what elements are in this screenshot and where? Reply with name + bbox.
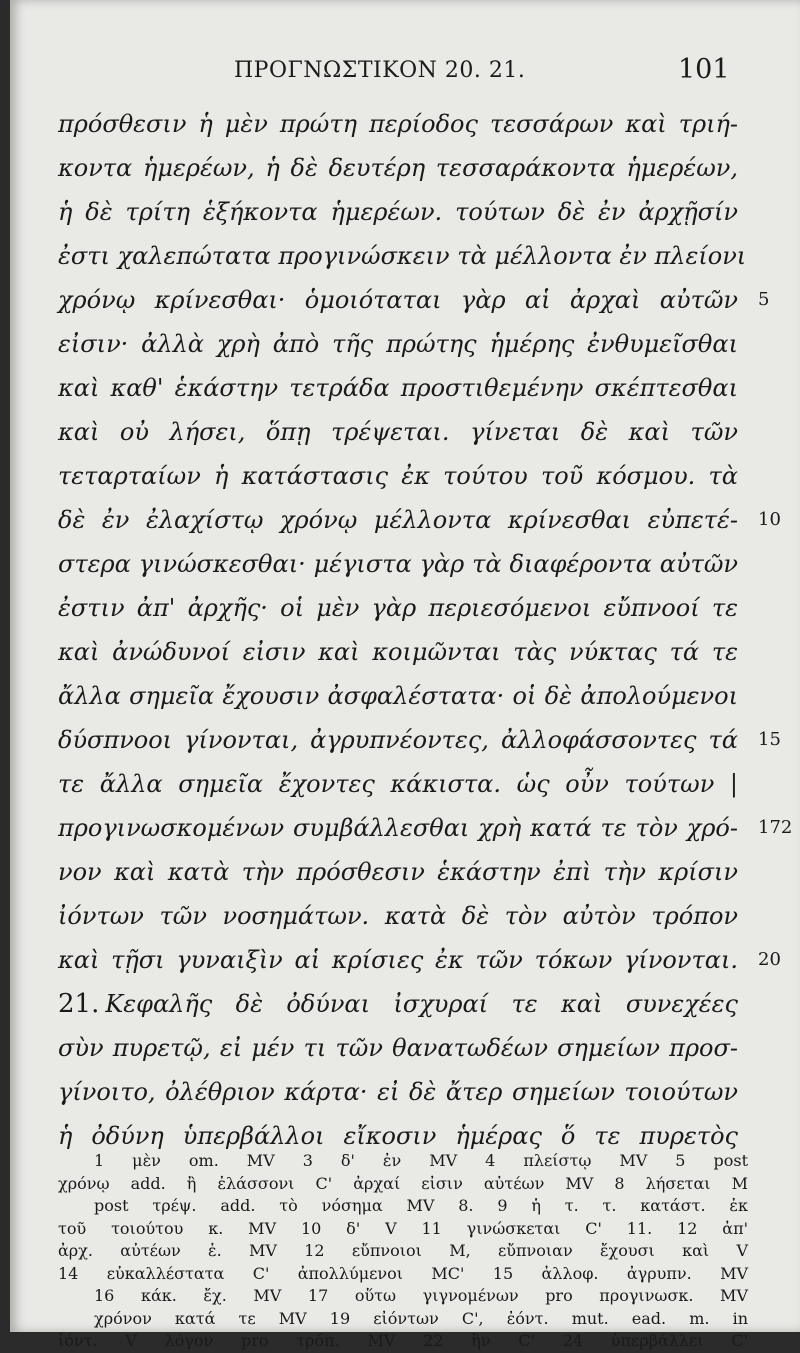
line-text: τεταρταίων ἡ κατάστασις ἐκ τούτου τοῦ κόσμου. τὰ <box>58 462 738 490</box>
text-line <box>58 454 738 498</box>
line-number: 172 <box>758 817 793 838</box>
line-text: εἰσιν· ἀλλὰ χρὴ ἀπὸ τῆς πρώτης ἡμέρης ἐνθυμεῖσθαι <box>58 330 738 358</box>
line-text: ἡ ὀδύνη ὑπερβάλλοι εἴκοσιν ἡμέρας ὅ τε πυρετὸς <box>58 1122 738 1150</box>
text-line <box>58 630 738 674</box>
text-line <box>58 190 738 234</box>
text-line <box>58 850 738 894</box>
text-line <box>58 366 738 410</box>
text-line <box>58 234 747 278</box>
text-line <box>58 542 738 586</box>
line-number: 5 <box>758 289 770 310</box>
running-title: ΠΡΟΓΝΩΣΤΙΚΟΝ 20. 21. <box>234 58 526 83</box>
text-line <box>58 718 781 762</box>
line-text: ἡ δὲ τρίτη ἑξήκοντα ἡμερέων. τούτων δὲ ἐν ἀρχῇσίν <box>58 198 738 226</box>
text-line <box>58 586 738 630</box>
line-text: πρόσθεσιν ἡ μὲν πρώτη περίοδος τεσσάρων καὶ τριή- <box>58 110 738 138</box>
apparatus-line: post τρέψ. add. τὸ νόσημα MV 8. 9 ἡ τ. τ. κατάστ. ἐκ <box>94 1196 748 1215</box>
line-text: Κεφαλῆς δὲ ὀδύναι ἰσχυραί τε καὶ συνεχέες <box>105 990 738 1018</box>
line-text: νον καὶ κατὰ τὴν πρόσθεσιν ἑκάστην ἐπὶ τὴν κρίσιν <box>58 858 738 886</box>
text-line <box>58 1070 738 1114</box>
line-text: προγινωσκομένων συμβάλλεσθαι χρὴ κατά τε τὸν χρό- <box>58 814 738 842</box>
critical-apparatus <box>58 1150 748 1353</box>
line-text: ἄλλα σημεῖα ἔχουσιν ἀσφαλέστατα· οἱ δὲ ἀπολούμενοι <box>58 682 738 710</box>
text-line <box>58 762 738 806</box>
text-line <box>58 894 738 938</box>
line-text: κοντα ἡμερέων, ἡ δὲ δευτέρη τεσσαράκοντα ἡμερέων, <box>58 154 738 182</box>
text-line <box>58 982 738 1026</box>
page-header <box>10 52 800 92</box>
apparatus-line: χρόνῳ add. ἢ ἐλάσσονι C' ἀρχαί εἰσιν αὐτέων MV 8 λήσεται M <box>58 1173 748 1193</box>
line-text: καὶ ἀνώδυνοί εἰσιν καὶ κοιμῶνται τὰς νύκτας τά τε <box>58 638 738 666</box>
text-line <box>58 1026 738 1070</box>
apparatus-line: 14 εὐκαλλέστατα C' ἀπολλύμενοι MC' 15 ἀλλοφ. ἀγρυπν. MV <box>58 1263 748 1283</box>
line-text: ἰόντων τῶν νοσημάτων. κατὰ δὲ τὸν αὐτὸν τρόπον <box>58 902 738 930</box>
book-page <box>10 0 800 1350</box>
line-text: καὶ οὐ λήσει, ὅπῃ τρέψεται. γίνεται δὲ καὶ τῶν <box>58 418 738 446</box>
line-number: 15 <box>758 729 781 750</box>
line-text: δύσπνοοι γίνονται, ἀγρυπνέοντες, ἀλλοφάσσοντες τά <box>58 726 738 754</box>
line-text: δὲ ἐν ἐλαχίστῳ χρόνῳ μέλλοντα κρίνεσθαι εὐπετέ- <box>58 506 738 534</box>
line-text: γίνοιτο, ὀλέθριον κάρτα· εἰ δὲ ἄτερ σημείων τοιούτων <box>58 1078 738 1106</box>
line-text: χρόνῳ κρίνεσθαι· ὁμοιόταται γὰρ αἱ ἀρχαὶ αὐτῶν <box>58 286 738 314</box>
apparatus-line: ἀρχ. αὐτέων ἐ. MV 12 εὔπνοιοι M, εὔπνοιαν ἔχουσι καὶ V <box>58 1241 748 1260</box>
line-number: 10 <box>758 509 781 530</box>
text-line <box>58 498 781 542</box>
text-line <box>58 410 738 454</box>
line-text: ἐστιν ἀπ' ἀρχῆς· οἱ μὲν γὰρ περιεσόμενοι εὔπνοοί τε <box>58 594 738 622</box>
text-line <box>58 322 738 366</box>
line-text: τε ἄλλα σημεῖα ἔχοντες κάκιστα. ὡς οὖν τούτων | <box>58 770 738 798</box>
line-text: καὶ τῇσι γυναιξὶν αἱ κρίσιες ἐκ τῶν τόκων γίνονται. <box>58 946 738 974</box>
apparatus-line: 1 μὲν om. MV 3 δ' ἐν MV 4 πλείστῳ MV 5 post <box>94 1151 748 1170</box>
text-line <box>58 102 738 146</box>
line-text: ἐστι χαλεπώτατα προγινώσκειν τὰ μέλλοντα ἐν πλείονι <box>58 242 747 270</box>
text-line <box>58 146 738 190</box>
text-line <box>58 938 781 982</box>
line-number: 20 <box>758 949 781 970</box>
text-line <box>58 806 793 850</box>
main-text <box>58 102 798 1158</box>
apparatus-line: χρόνον κατά τε MV 19 εἰόντων C', ἐόντ. mut. ead. m. in <box>94 1308 748 1328</box>
apparatus-line: 16 κάκ. ἔχ. MV 17 οὕτω γιγνομένων pro προγινωσκ. MV <box>94 1286 748 1305</box>
apparatus-line: ἰόντ. V λόγον pro τρόπ. MV 22 ἢν C' 24 ὑπερβάλλει C' <box>58 1331 748 1350</box>
chapter-number: 21. <box>58 989 100 1019</box>
apparatus-line: τοῦ τοιούτου κ. MV 10 δ' V 11 γινώσκεται C' 11. 12 ἀπ' <box>58 1218 748 1238</box>
line-text: σὺν πυρετῷ, εἰ μέν τι τῶν θανατωδέων σημείων προσ- <box>58 1034 738 1062</box>
text-line <box>58 674 738 718</box>
text-line <box>58 278 770 322</box>
line-text: στερα γινώσκεσθαι· μέγιστα γὰρ τὰ διαφέροντα αὐτῶν <box>58 550 738 578</box>
line-text: καὶ καθ' ἑκάστην τετράδα προστιθεμένην σκέπτεσθαι <box>58 374 738 402</box>
page-number: 101 <box>678 54 730 85</box>
